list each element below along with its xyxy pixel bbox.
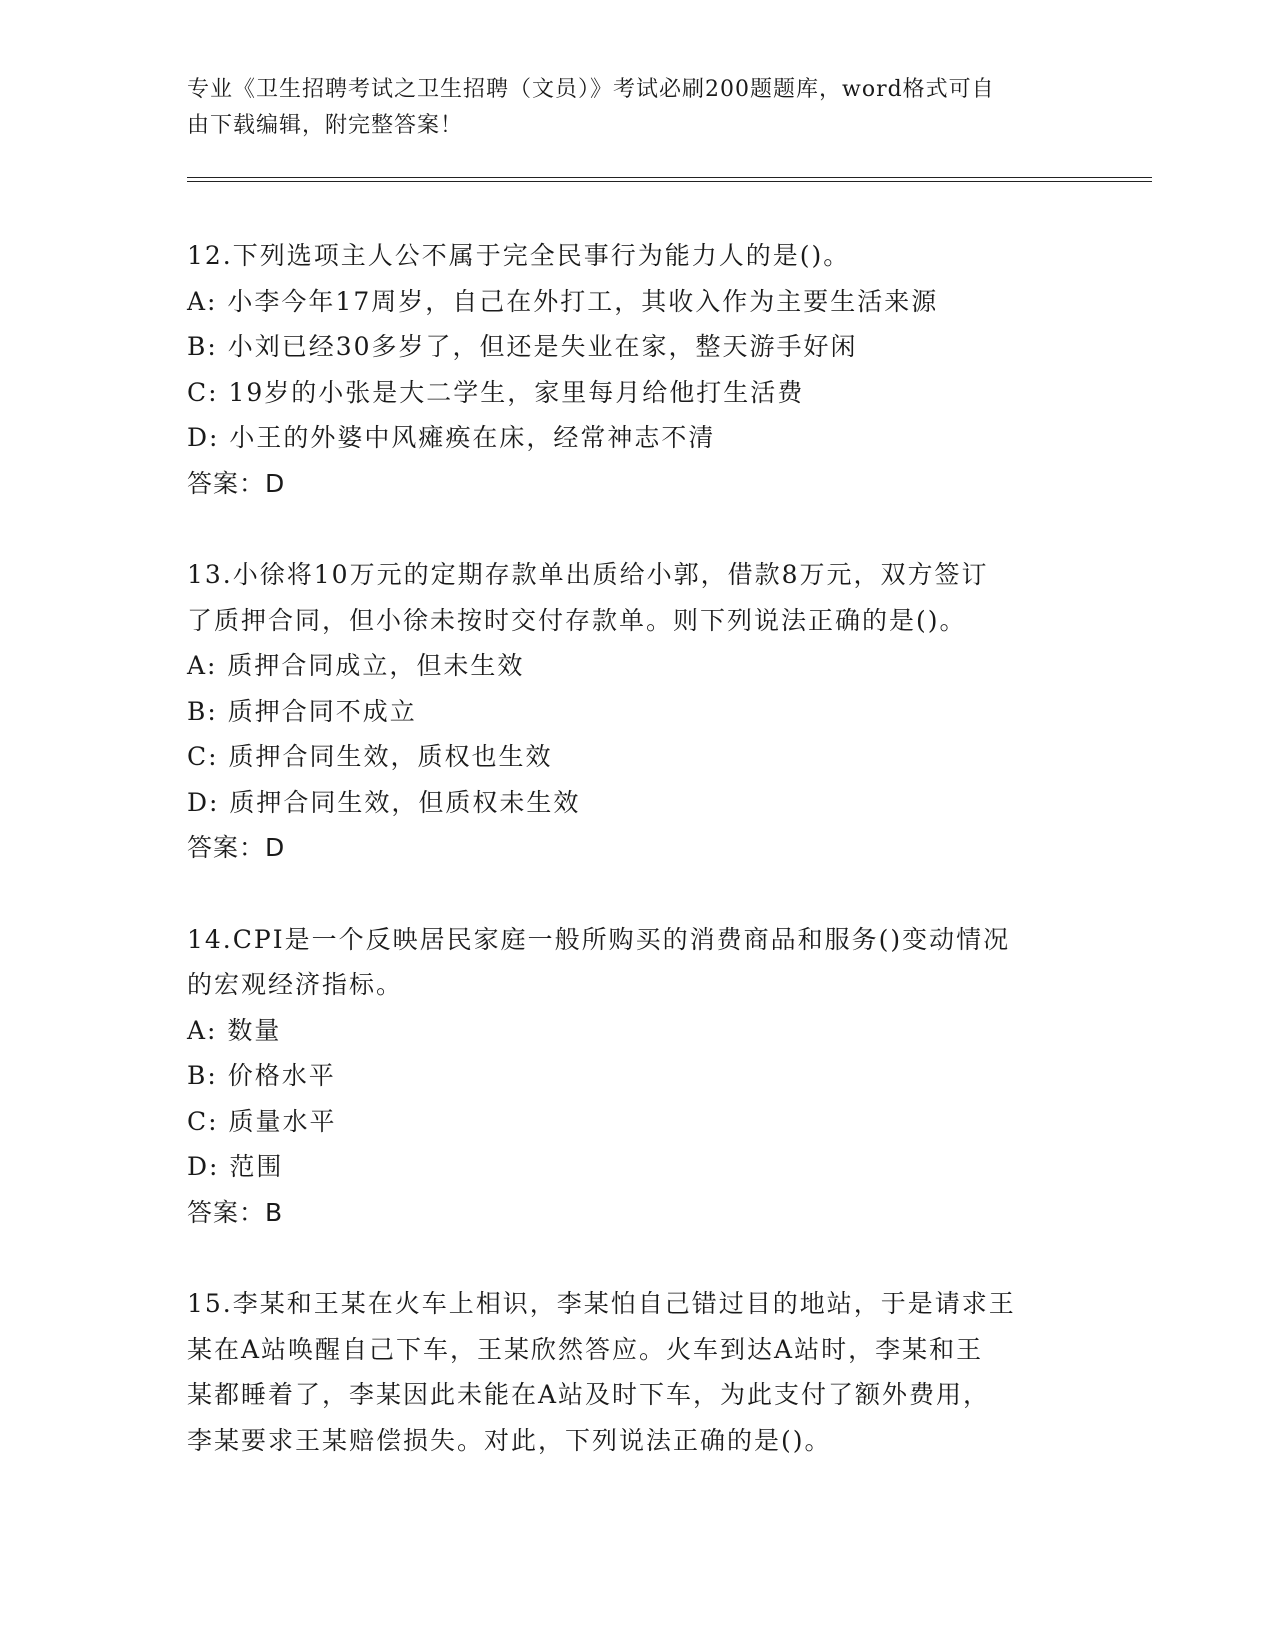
answer-label: 答案：D <box>187 468 286 498</box>
option-a: A: 小李今年17周岁，自己在外打工，其收入作为主要生活来源 <box>187 286 939 316</box>
question-stem: 李某要求王某赔偿损失。对此，下列说法正确的是()。 <box>187 1425 832 1455</box>
option-b: B: 质押合同不成立 <box>187 696 417 726</box>
question-stem: 了质押合同，但小徐未按时交付存款单。则下列说法正确的是()。 <box>187 605 967 635</box>
question-stem: 某都睡着了，李某因此未能在A站及时下车，为此支付了额外费用， <box>187 1380 991 1409</box>
header-divider-top <box>187 177 1152 178</box>
question-15 <box>187 1281 1087 1463</box>
option-b: B: 小刘已经30多岁了，但还是失业在家，整天游手好闲 <box>187 332 858 361</box>
question-stem: 的宏观经济指标。 <box>187 970 404 999</box>
question-stem: 15.李某和王某在火车上相识，李某怕自己错过目的地站，于是请求王 <box>187 1289 1016 1318</box>
question-13 <box>187 552 1087 871</box>
option-d: D: 范围 <box>187 1152 284 1181</box>
question-stem: 13.小徐将10万元的定期存款单出质给小郭，借款8万元，双方签订 <box>187 560 989 589</box>
question-list <box>187 233 1087 1509</box>
question-14 <box>187 917 1087 1236</box>
document-header <box>187 72 1067 144</box>
header-divider-bottom <box>187 181 1152 182</box>
option-a: A: 数量 <box>187 1015 282 1045</box>
question-stem: 某在A站唤醒自己下车，王某欣然答应。火车到达A站时，李某和王 <box>187 1334 984 1364</box>
question-stem: 14.CPI是一个反映居民家庭一般所购买的消费商品和服务()变动情况 <box>187 924 1011 954</box>
option-a: A: 质押合同成立，但未生效 <box>187 651 525 680</box>
option-c: C: 质押合同生效，质权也生效 <box>187 742 553 771</box>
header-line-2: 由下载编辑，附完整答案！ <box>187 113 464 138</box>
option-d: D: 小王的外婆中风瘫痪在床，经常神志不清 <box>187 423 716 452</box>
question-12 <box>187 233 1087 506</box>
option-b: B: 价格水平 <box>187 1061 336 1090</box>
answer-label: 答案：B <box>187 1197 284 1227</box>
question-stem: 12.下列选项主人公不属于完全民事行为能力人的是()。 <box>187 241 851 270</box>
option-c: C: 19岁的小张是大二学生，家里每月给他打生活费 <box>187 377 805 407</box>
header-line-1: 专业《卫生招聘考试之卫生招聘（文员）》考试必刷200题题库，word格式可自 <box>187 77 995 102</box>
answer-label: 答案：D <box>187 833 286 862</box>
option-d: D: 质押合同生效，但质权未生效 <box>187 787 581 817</box>
option-c: C: 质量水平 <box>187 1106 337 1136</box>
